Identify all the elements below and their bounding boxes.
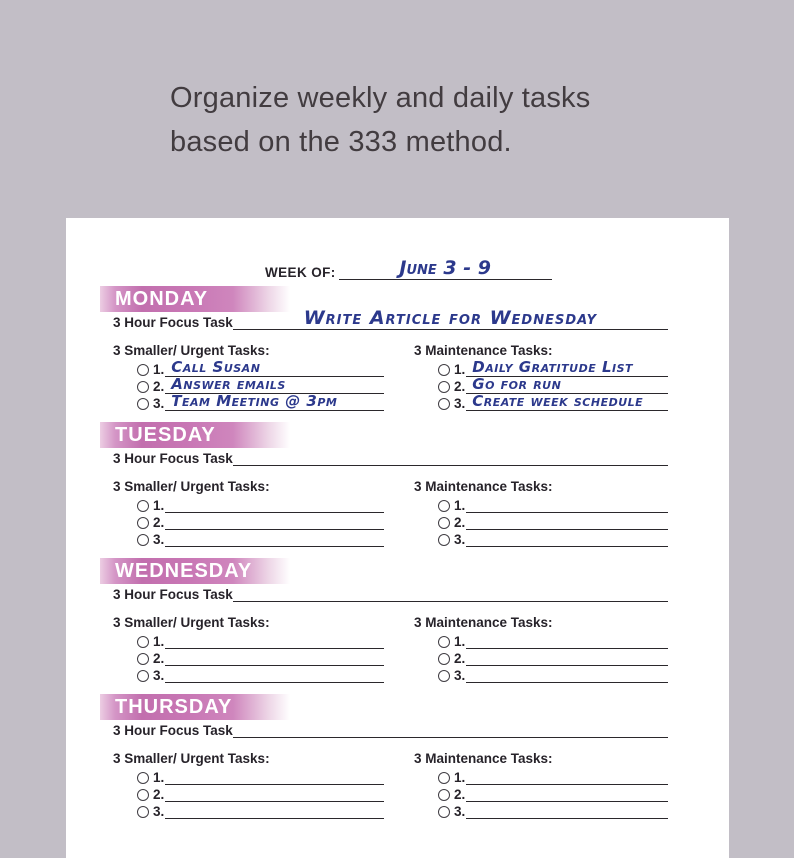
task-field[interactable] xyxy=(466,633,668,649)
task-row xyxy=(113,530,384,547)
task-number: 2. xyxy=(153,515,165,530)
task-number: 3. xyxy=(153,804,165,819)
task-row xyxy=(113,802,384,819)
checkbox-circle-icon[interactable] xyxy=(137,653,149,665)
task-columns xyxy=(113,752,668,819)
maintenance-tasks-column xyxy=(414,344,668,411)
task-number: 2. xyxy=(454,651,466,666)
maintenance-tasks-column xyxy=(414,752,668,819)
task-value: Create week schedule xyxy=(472,392,644,410)
task-row xyxy=(113,649,384,666)
task-columns xyxy=(113,616,668,683)
smaller-tasks-label: 3 Smaller/ Urgent Tasks: xyxy=(113,343,270,358)
task-number: 1. xyxy=(153,634,165,649)
task-row xyxy=(414,768,668,785)
maintenance-tasks-column xyxy=(414,616,668,683)
week-of-row xyxy=(265,256,668,280)
task-field[interactable] xyxy=(466,497,668,513)
checkbox-circle-icon[interactable] xyxy=(438,806,450,818)
checkbox-circle-icon[interactable] xyxy=(438,364,450,376)
checkbox-circle-icon[interactable] xyxy=(137,670,149,682)
task-field[interactable] xyxy=(165,786,384,802)
checkbox-circle-icon[interactable] xyxy=(438,534,450,546)
task-row xyxy=(113,394,384,411)
checkbox-circle-icon[interactable] xyxy=(137,381,149,393)
checkbox-circle-icon[interactable] xyxy=(438,398,450,410)
week-of-label: WEEK OF: xyxy=(265,265,336,280)
focus-task-label: 3 Hour Focus Task xyxy=(113,723,233,738)
checkbox-circle-icon[interactable] xyxy=(438,670,450,682)
task-columns xyxy=(113,480,668,547)
focus-task-value: Write Article for Wednesday xyxy=(303,307,598,329)
focus-task-field[interactable] xyxy=(233,721,668,738)
day-banner xyxy=(100,422,290,448)
checkbox-circle-icon[interactable] xyxy=(438,517,450,529)
day-name: THURSDAY xyxy=(115,696,233,718)
task-number: 3. xyxy=(454,532,466,547)
task-field[interactable] xyxy=(466,392,668,411)
focus-task-row xyxy=(113,586,668,602)
focus-task-field[interactable] xyxy=(233,449,668,466)
task-row xyxy=(414,802,668,819)
maintenance-tasks-label: 3 Maintenance Tasks: xyxy=(414,343,553,358)
focus-task-row xyxy=(113,307,668,330)
checkbox-circle-icon[interactable] xyxy=(137,636,149,648)
day-banner xyxy=(100,558,290,584)
task-row xyxy=(113,768,384,785)
focus-task-field[interactable] xyxy=(233,585,668,602)
task-field[interactable] xyxy=(466,803,668,819)
focus-task-row xyxy=(113,722,668,738)
task-field[interactable] xyxy=(466,786,668,802)
task-number: 1. xyxy=(153,362,165,377)
smaller-tasks-column xyxy=(113,344,414,411)
task-value: Team Meeting @ 3pm xyxy=(171,392,338,410)
smaller-tasks-column xyxy=(113,616,414,683)
task-number: 2. xyxy=(454,379,466,394)
day-section-thursday xyxy=(113,694,668,819)
task-field[interactable] xyxy=(466,514,668,530)
task-value: Call Susan xyxy=(171,358,261,376)
task-columns xyxy=(113,344,668,411)
task-number: 2. xyxy=(153,651,165,666)
maintenance-tasks-column xyxy=(414,480,668,547)
maintenance-tasks-label: 3 Maintenance Tasks: xyxy=(414,615,553,630)
task-field[interactable] xyxy=(165,650,384,666)
week-of-field[interactable] xyxy=(339,255,552,280)
heading-line-1: Organize weekly and daily tasks xyxy=(170,82,591,114)
checkbox-circle-icon[interactable] xyxy=(137,789,149,801)
focus-task-label: 3 Hour Focus Task xyxy=(113,587,233,602)
focus-task-field[interactable] xyxy=(233,307,668,330)
checkbox-circle-icon[interactable] xyxy=(137,364,149,376)
task-row xyxy=(414,649,668,666)
checkbox-circle-icon[interactable] xyxy=(137,500,149,512)
task-row xyxy=(414,394,668,411)
day-section-monday xyxy=(113,286,668,411)
task-field[interactable] xyxy=(165,769,384,785)
task-row xyxy=(113,632,384,649)
heading-line-2: based on the 333 method. xyxy=(170,126,512,158)
task-number: 2. xyxy=(454,515,466,530)
smaller-tasks-label: 3 Smaller/ Urgent Tasks: xyxy=(113,479,270,494)
task-number: 3. xyxy=(454,804,466,819)
task-field[interactable] xyxy=(165,803,384,819)
planner-page xyxy=(66,218,729,858)
task-number: 3. xyxy=(153,396,165,411)
focus-task-label: 3 Hour Focus Task xyxy=(113,315,233,330)
task-row xyxy=(113,496,384,513)
planner-content xyxy=(66,218,729,819)
focus-task-label: 3 Hour Focus Task xyxy=(113,451,233,466)
task-number: 1. xyxy=(454,362,466,377)
task-number: 3. xyxy=(454,396,466,411)
task-number: 3. xyxy=(153,668,165,683)
task-field[interactable] xyxy=(165,531,384,547)
task-row xyxy=(414,666,668,683)
task-row xyxy=(113,666,384,683)
task-row xyxy=(414,530,668,547)
day-name: WEDNESDAY xyxy=(115,560,253,582)
maintenance-tasks-label: 3 Maintenance Tasks: xyxy=(414,751,553,766)
checkbox-circle-icon[interactable] xyxy=(137,534,149,546)
task-field[interactable] xyxy=(466,667,668,683)
task-field[interactable] xyxy=(165,392,384,411)
checkbox-circle-icon[interactable] xyxy=(137,806,149,818)
task-field[interactable] xyxy=(165,667,384,683)
task-field[interactable] xyxy=(165,633,384,649)
checkbox-circle-icon[interactable] xyxy=(438,636,450,648)
page-heading xyxy=(170,76,590,164)
checkbox-circle-icon[interactable] xyxy=(137,772,149,784)
task-number: 1. xyxy=(454,498,466,513)
day-section-wednesday xyxy=(113,558,668,683)
day-name: MONDAY xyxy=(115,288,209,310)
checkbox-circle-icon[interactable] xyxy=(438,500,450,512)
smaller-tasks-label: 3 Smaller/ Urgent Tasks: xyxy=(113,751,270,766)
task-number: 1. xyxy=(153,770,165,785)
task-number: 3. xyxy=(153,532,165,547)
checkbox-circle-icon[interactable] xyxy=(438,772,450,784)
checkbox-circle-icon[interactable] xyxy=(137,398,149,410)
smaller-tasks-label: 3 Smaller/ Urgent Tasks: xyxy=(113,615,270,630)
maintenance-tasks-label: 3 Maintenance Tasks: xyxy=(414,479,553,494)
day-banner xyxy=(100,694,290,720)
task-value: Answer emails xyxy=(171,375,286,393)
task-number: 2. xyxy=(153,787,165,802)
task-field[interactable] xyxy=(466,531,668,547)
checkbox-circle-icon[interactable] xyxy=(137,517,149,529)
week-of-value: June 3 - 9 xyxy=(399,257,491,279)
day-name: TUESDAY xyxy=(115,424,216,446)
task-row xyxy=(414,496,668,513)
day-section-tuesday xyxy=(113,422,668,547)
task-field[interactable] xyxy=(466,650,668,666)
smaller-tasks-column xyxy=(113,480,414,547)
task-number: 2. xyxy=(454,787,466,802)
task-field[interactable] xyxy=(165,497,384,513)
task-field[interactable] xyxy=(165,514,384,530)
task-number: 1. xyxy=(153,498,165,513)
task-row xyxy=(414,513,668,530)
task-value: Go for run xyxy=(472,375,562,393)
task-number: 2. xyxy=(153,379,165,394)
task-number: 1. xyxy=(454,634,466,649)
checkbox-circle-icon[interactable] xyxy=(438,653,450,665)
smaller-tasks-column xyxy=(113,752,414,819)
focus-task-row xyxy=(113,450,668,466)
checkbox-circle-icon[interactable] xyxy=(438,381,450,393)
task-field[interactable] xyxy=(466,769,668,785)
task-value: Daily Gratitude List xyxy=(472,358,634,376)
task-row xyxy=(414,632,668,649)
task-number: 1. xyxy=(454,770,466,785)
task-number: 3. xyxy=(454,668,466,683)
task-row xyxy=(113,513,384,530)
checkbox-circle-icon[interactable] xyxy=(438,789,450,801)
